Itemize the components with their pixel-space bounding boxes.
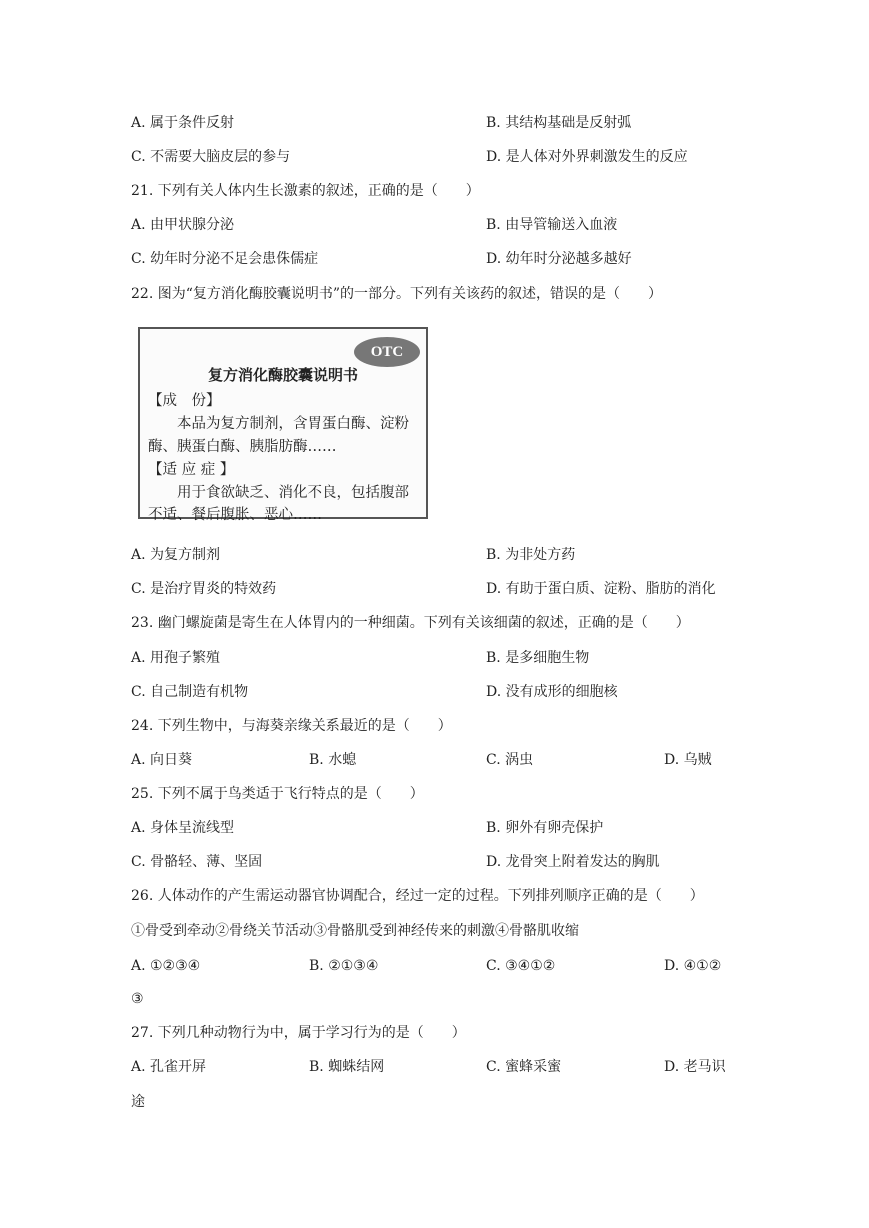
answer-option: C. 是治疗胃炎的特效药: [131, 581, 277, 597]
answer-option: B. 是多细胞生物: [486, 650, 590, 666]
answer-option: C. 蜜蜂采蜜: [486, 1059, 562, 1075]
answer-option: B. 蜘蛛结网: [309, 1059, 385, 1075]
leaflet-title: 复方消化酶胶囊说明书: [207, 366, 358, 384]
answer-option: C. 骨骼轻、薄、坚固: [131, 854, 263, 870]
answer-option: A. ①②③④: [131, 958, 201, 974]
answer-option: A. 为复方制剂: [131, 547, 221, 563]
question-stem: 21. 下列有关人体内生长激素的叙述，正确的是（ ）: [131, 183, 480, 199]
question-stem: 26. 人体动作的产生需运动器官协调配合，经过一定的过程。下列排列顺序正确的是（ ）: [131, 888, 704, 904]
answer-option: A. 由甲状腺分泌: [131, 217, 235, 233]
answer-option: C. 涡虫: [486, 752, 534, 768]
question-stem: 27. 下列几种动物行为中，属于学习行为的是（ ）: [131, 1025, 466, 1041]
answer-option: D. 幼年时分泌越多越好: [486, 251, 632, 267]
answer-option: ③: [131, 991, 144, 1007]
answer-option: B. 水螅: [309, 752, 357, 768]
leaflet-indications-line1: 用于食欲缺乏、消化不良，包括腹部: [148, 485, 409, 501]
answer-option: B. 卵外有卵壳保护: [486, 820, 604, 836]
leaflet-ingredients-line1: 本品为复方制剂，含胃蛋白酶、淀粉: [148, 416, 409, 432]
leaflet-ingredients-line2: 酶、胰蛋白酶、胰脂肪酶……: [148, 439, 337, 455]
answer-option: B. 由导管输送入血液: [486, 217, 618, 233]
leaflet-section-indications: 【适 应 症 】: [148, 462, 235, 478]
answer-option: D. 是人体对外界刺激发生的反应: [486, 149, 688, 165]
question-stem: 23. 幽门螺旋菌是寄生在人体胃内的一种细菌。下列有关该细菌的叙述，正确的是（ ）: [131, 615, 690, 631]
answer-option: D. ④①②: [664, 958, 722, 974]
answer-option: C. 不需要大脑皮层的参与: [131, 149, 291, 165]
leaflet-indications-line2: 不适、餐后腹胀、恶心……: [148, 507, 322, 523]
question-stem: 25. 下列不属于鸟类适于飞行特点的是（ ）: [131, 786, 424, 802]
answer-option: B. ②①③④: [309, 958, 379, 974]
answer-option: C. 幼年时分泌不足会患侏儒症: [131, 251, 319, 267]
answer-option: A. 属于条件反射: [131, 115, 235, 131]
answer-option: D. 没有成形的细胞核: [486, 684, 618, 700]
answer-option: A. 向日葵: [131, 752, 193, 768]
answer-option: A. 孔雀开屏: [131, 1059, 207, 1075]
question-stem: 22. 图为“复方消化酶胶囊说明书”的一部分。下列有关该药的叙述，错误的是（ ）: [131, 286, 663, 302]
answer-option: D. 龙骨突上附着发达的胸肌: [486, 854, 660, 870]
question-stem: 24. 下列生物中，与海葵亲缘关系最近的是（ ）: [131, 718, 452, 734]
leaflet-section-ingredients: 【成 份】: [148, 393, 221, 409]
answer-option: C. ③④①②: [486, 958, 556, 974]
answer-option: D. 老马识: [664, 1059, 726, 1075]
answer-option: C. 自己制造有机物: [131, 684, 249, 700]
answer-option: D. 乌贼: [664, 752, 712, 768]
answer-option: A. 身体呈流线型: [131, 820, 235, 836]
answer-option: D. 有助于蛋白质、淀粉、脂肪的消化: [486, 581, 716, 597]
answer-option: B. 为非处方药: [486, 547, 576, 563]
answer-option: A. 用孢子繁殖: [131, 650, 221, 666]
answer-option: B. 其结构基础是反射弧: [486, 115, 632, 131]
medicine-leaflet-figure: [138, 327, 428, 523]
question-text: ①骨受到牵动②骨绕关节活动③骨骼肌受到神经传来的刺激④骨骼肌收缩: [131, 923, 579, 939]
answer-option: 途: [131, 1094, 145, 1110]
otc-badge: OTC: [354, 337, 420, 367]
